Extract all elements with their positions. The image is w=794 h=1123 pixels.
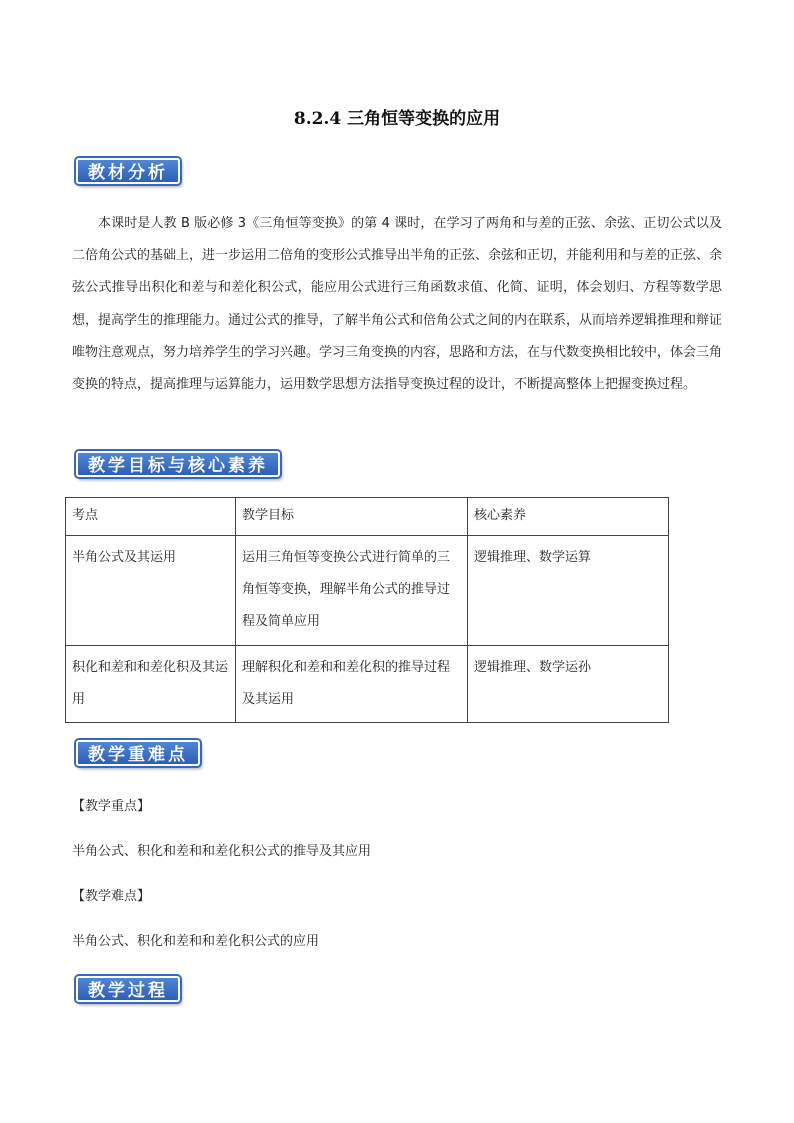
section-heading-goals: 教学目标与核心素养 bbox=[76, 451, 280, 477]
table-header-cell: 考点 bbox=[66, 498, 236, 536]
table-cell: 逻辑推理、数学运孙 bbox=[468, 646, 669, 723]
table-cell: 逻辑推理、数学运算 bbox=[468, 536, 669, 646]
table-row bbox=[66, 646, 669, 723]
section-heading-keypoints: 教学重难点 bbox=[76, 740, 200, 766]
difficult-label: 【教学难点】 bbox=[72, 889, 151, 904]
page-title: 8.2.4 三角恒等变换的应用 bbox=[293, 109, 501, 129]
table-cell: 运用三角恒等变换公式进行简单的三角恒等变换，理解半角公式的推导过程及简单应用 bbox=[236, 536, 468, 646]
key-text: 半角公式、积化和差和和差化积公式的推导及其应用 bbox=[72, 844, 372, 859]
table-cell: 理解积化和差和和差化积的推导过程及其运用 bbox=[236, 646, 468, 723]
table-row bbox=[66, 536, 669, 646]
difficult-text: 半角公式、积化和差和和差化积公式的应用 bbox=[72, 934, 320, 949]
section-heading-process: 教学过程 bbox=[76, 976, 180, 1002]
section-heading-analysis: 教材分析 bbox=[76, 158, 180, 184]
analysis-paragraph: 本课时是人教 B 版必修 3《三角恒等变换》的第 4 课时，在学习了两角和与差的正弦、余弦、正切公式以及二倍角公式的基础上，进一步运用二倍角的变形公式推导出半角的正弦、余弦和正切，并能利用和与差的正弦、余弦公式推导出积化和差与和差化积公式，能应用公式进行三角函数求值、化简、证明，体会划归、方程等数学思想，提高学生的推理能力。通过公式的推导，了解半角公式和倍角公式之间的内在联系，从而培养逻辑推理和辩证唯物注意观点，努力培养学生的学习兴趣。学习三角变换的内容，思路和方法，在与代数变换相比较中，体会三角变换的特点，提高推理与运算能力，运用数学思想方法指导变换过程的设计，不断提高整体上把握变换过程。 bbox=[72, 216, 723, 393]
key-label: 【教学重点】 bbox=[72, 799, 151, 814]
table-cell: 半角公式及其运用 bbox=[66, 536, 236, 646]
table-header-cell: 核心素养 bbox=[468, 498, 669, 536]
table-header-cell: 教学目标 bbox=[236, 498, 468, 536]
table-cell: 积化和差和和差化积及其运用 bbox=[66, 646, 236, 723]
goals-table bbox=[65, 497, 669, 723]
table-header-row bbox=[66, 498, 669, 536]
